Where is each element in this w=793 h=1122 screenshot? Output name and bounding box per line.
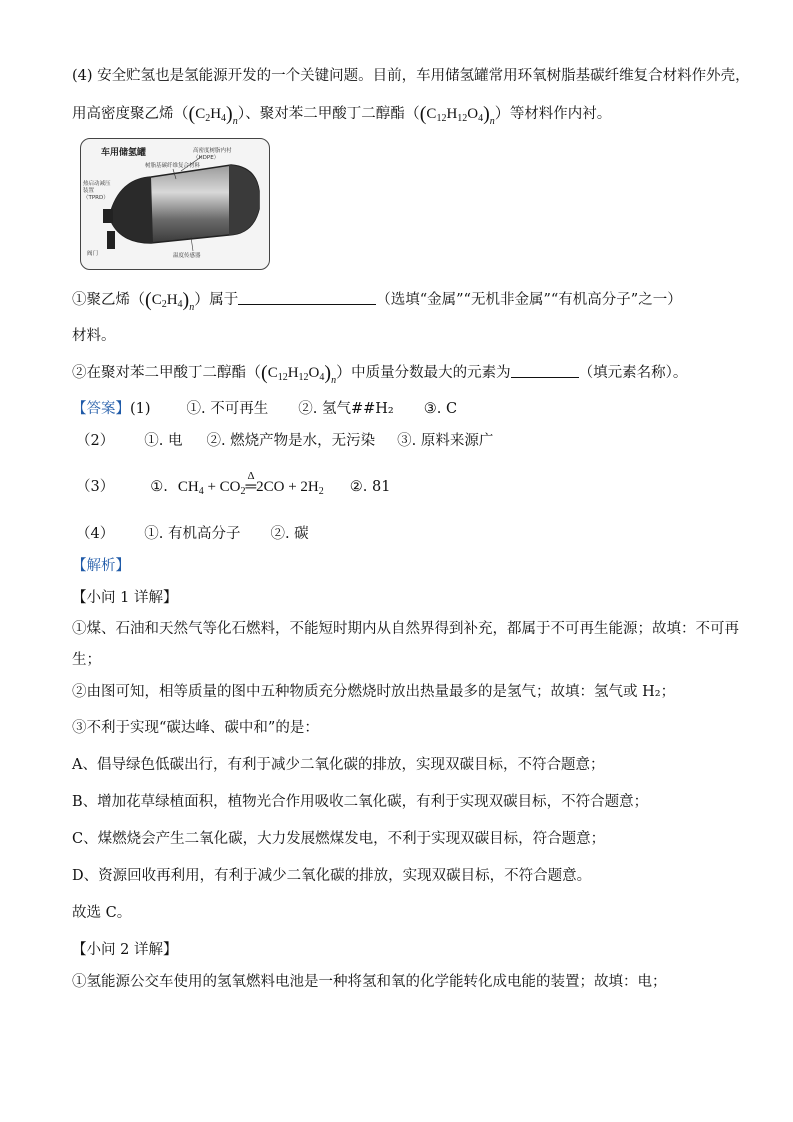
q4-sub1-post: （选填“金属”“无机非金属”“有机高分子”之一） [376,292,682,308]
answer-tag: 【答案】 [72,401,130,417]
option-b: B、增加花草绿植面积，植物光合作用吸收二氧化碳，有利于实现双碳目标，不符合题意； [72,794,649,810]
sub2-line1: ①氢能源公交车使用的氢氧燃料电池是一种将氢和氧的化学能转化成电能的装置；故填：电； [72,974,667,990]
formula-polyethylene-2: $((C_2H_4)_n)$ [130,289,210,313]
label-resin-composite: 树脂基碳纤维复合材料 [145,163,201,169]
answer-1-c: ③. C [423,401,458,417]
answer-row-2 [76,431,493,451]
answer-4-b: ②. 碳 [270,526,309,542]
q4-line2-post: 等材料作内衬。 [509,106,612,122]
q4-line1: (4) 安全贮氢也是氢能源开发的一个关键问题。目前，车用储氢罐常用环氧树脂基碳纤维复合材料作外壳， [72,68,750,84]
answer-blank-1[interactable] [238,290,376,305]
q4-line2-mid: 、聚对苯二甲酸丁二醇酯 [245,106,405,122]
figure-title: 车用储氢罐 [101,148,147,158]
sub2-heading: 【小问 2 详解】 [72,942,178,958]
option-d: D、资源回收再利用，有利于减少二氧化碳的排放，实现双碳目标，不符合题意。 [72,868,592,884]
answer-4-num: （4） [76,526,115,542]
answer-3-b: ②. 81 [349,479,391,495]
q4-sub1 [72,290,682,318]
q4-line2 [72,104,611,132]
answer-2-c: ③. 原料来源广 [397,433,494,449]
sub1-line1: ①煤、石油和天然气等化石燃料，不能短时期内从自然界得到补充，都属于不可再生能源；故填：不可再 [72,621,739,637]
formula-pbt-2: $((C_{12}H_{12}O_4)_n)$ [246,362,352,386]
option-a: A、倡导绿色低碳出行，有利于减少二氧化碳的排放，实现双碳目标，不符合题意； [72,757,605,773]
formula-polyethylene: $((C_2H_4)_n)$ [173,103,246,127]
answer-3-a-prefix: ①. [150,479,168,495]
label-tprd: 热启动减压 装置 （TPRD） [83,181,111,201]
answer-row-3 [76,470,391,502]
answer-blank-2[interactable] [511,363,579,378]
option-c: C、煤燃烧会产生二氧化碳，大力发展燃煤发电，不利于实现双碳目标，符合题意； [72,831,606,847]
answer-1-b: ②. 氢气##H₂ [298,401,394,417]
answer-4-a: ①. 有机高分子 [144,526,241,542]
answer-row-1 [72,399,457,419]
sub1-line2: 生； [72,652,101,668]
q4-sub1-cont: 材料。 [72,328,116,344]
formula-pbt: $((C_{12}H_{12}O_4)_n)$ [404,103,510,127]
sub1-heading: 【小问 1 详解】 [72,590,178,606]
sub1-line4: ③不利于实现“碳达峰、碳中和”的是： [72,720,319,736]
answer-1-a: ①. 不可再生 [186,401,269,417]
label-valve: 阀门 [87,251,99,257]
q4-sub2-pre: ②在聚对苯二甲酸丁二醇酯 [72,365,246,381]
q4-sub1-pre: ①聚乙烯 [72,292,130,308]
q4-sub2-post: （填元素名称）。 [578,365,688,381]
answer-row-4 [76,524,309,544]
answer-1-num: (1) [130,401,151,417]
q4-sub2-mid: 中质量分数最大的元素为 [351,365,511,381]
answer-2-a: ①. 电 [144,433,183,449]
sub1-conclusion: 故选 C。 [72,905,132,921]
q4-sub1-mid: 属于 [209,292,239,308]
answer-2-num: （2） [76,433,115,449]
q4-sub2 [72,363,687,391]
tank-illustration [81,139,269,269]
sub1-line3: ②由图可知，相等质量的图中五种物质充分燃烧时放出热量最多的是氢气；故填：氢气或 H₂； [72,684,676,700]
q4-line2-pre: 用高密度聚乙烯 [72,106,174,122]
label-hdpe: 高密度树脂内衬 （HDPE） [193,148,232,161]
label-temperature-sensor: 温度传感器 [173,253,201,259]
equation-methane-reforming: $CH_4 + CO_2$ Δ ═2CO + $2H_2$ [177,470,324,497]
answer-2-b: ②. 燃烧产物是水，无污染 [206,433,376,449]
answer-3-num: （3） [76,479,115,495]
analysis-tag: 【解析】 [72,558,130,574]
hydrogen-tank-figure [80,138,270,270]
